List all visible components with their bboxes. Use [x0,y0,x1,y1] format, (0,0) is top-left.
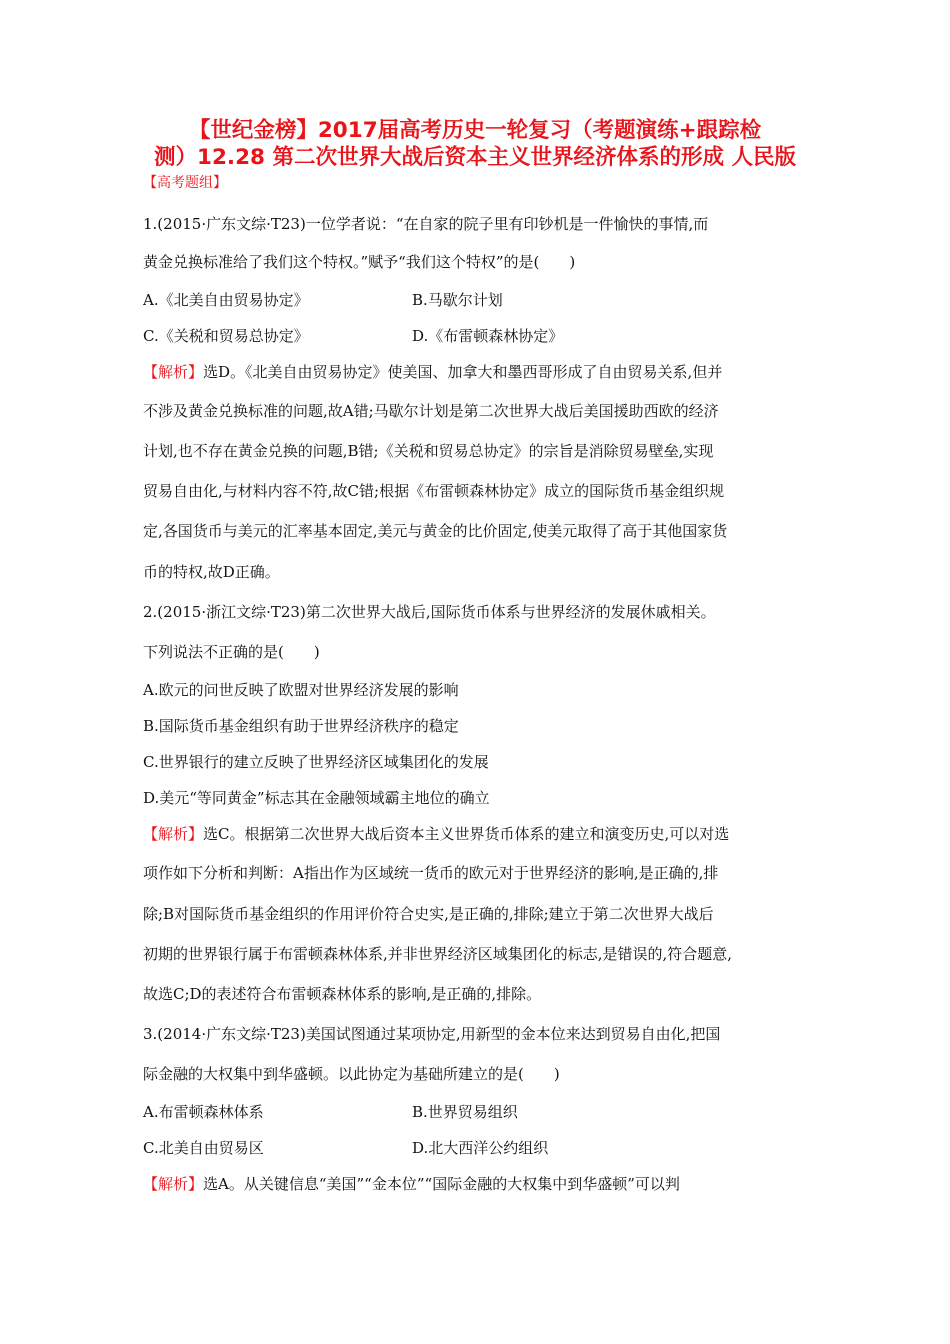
q3-option-c: C.北美自由贸易区 [143,1139,264,1157]
q1-option-b: B.马歇尔计划 [412,291,503,309]
document-title-line1: 【世纪金榜】2017届高考历史一轮复习（考题演练+跟踪检 [188,118,762,143]
q1-stem-line1: 1.(2015·广东文综·T23)一位学者说：“在自家的院子里有印钞机是一件愉快的事情,而 [143,215,709,233]
q3-option-a: A.布雷顿森林体系 [143,1103,264,1121]
q2-explanation-line3: 除;B对国际货币基金组织的作用评价符合史实,是正确的,排除;建立于第二次世界大战后 [143,905,714,923]
q2-explanation-line1 [143,824,729,844]
q3-stem-line1: 3.(2014·广东文综·T23)美国试图通过某项协定,用新型的金本位来达到贸易自由化,把国 [143,1025,721,1043]
q1-option-a: A.《北美自由贸易协定》 [143,291,309,309]
q2-explanation-line2: 项作如下分析和判断：A指出作为区域统一货币的欧元对于世界经济的影响,是正确的,排 [143,864,719,882]
q2-option-c: C.世界银行的建立反映了世界经济区域集团化的发展 [143,753,489,771]
q1-explanation-text: 选D。《北美自由贸易协定》使美国、加拿大和墨西哥形成了自由贸易关系,但并 [203,363,723,381]
q3-option-b: B.世界贸易组织 [412,1103,518,1121]
q1-explanation-line6: 币的特权,故D正确。 [143,563,280,581]
q1-option-c: C.《关税和贸易总协定》 [143,327,309,345]
q2-option-b: B.国际货币基金组织有助于世界经济秩序的稳定 [143,717,459,735]
q1-explanation-line2: 不涉及黄金兑换标准的问题,故A错;马歇尔计划是第二次世界大战后美国援助西欧的经济 [143,402,719,420]
q2-explanation-line5: 故选C;D的表述符合布雷顿森林体系的影响,是正确的,排除。 [143,985,542,1003]
q1-explanation-line1 [143,362,722,382]
section-heading: 【高考题组】 [143,175,227,191]
q2-option-a: A.欧元的问世反映了欧盟对世界经济发展的影响 [143,681,459,699]
q2-explanation-line4: 初期的世界银行属于布雷顿森林体系,并非世界经济区域集团化的标志,是错误的,符合题意, [143,945,733,963]
q2-explanation-text: 选C。根据第二次世界大战后资本主义世界货币体系的建立和演变历史,可以对选 [203,825,730,843]
q1-explanation-line3: 计划,也不存在黄金兑换的问题,B错;《关税和贸易总协定》的宗旨是消除贸易壁垒,实现 [143,442,714,460]
q2-stem-line2: 下列说法不正确的是( ) [143,643,320,661]
q3-explanation-text: 选A。从关键信息“美国”“金本位”“国际金融的大权集中到华盛顿”可以判 [203,1175,680,1193]
document-title-line2: 测）12.28 第二次世界大战后资本主义世界经济体系的形成 人民版 [154,145,796,170]
q3-option-d: D.北大西洋公约组织 [412,1139,549,1157]
q2-option-d: D.美元“等同黄金”标志其在金融领域霸主地位的确立 [143,789,490,807]
q1-explanation-line5: 定,各国货币与美元的汇率基本固定,美元与黄金的比价固定,使美元取得了高于其他国家货 [143,522,728,540]
analysis-tag: 【解析】 [143,825,204,843]
q1-option-d: D.《布雷顿森林协定》 [412,327,564,345]
q1-explanation-line4: 贸易自由化,与材料内容不符,故C错;根据《布雷顿森林协定》成立的国际货币基金组织规 [143,482,725,500]
analysis-tag: 【解析】 [143,1175,204,1193]
q2-stem-line1: 2.(2015·浙江文综·T23)第二次世界大战后,国际货币体系与世界经济的发展休戚相关。 [143,603,716,621]
q3-stem-line2: 际金融的大权集中到华盛顿。以此协定为基础所建立的是( ) [143,1065,560,1083]
q1-stem-line2: 黄金兑换标准给了我们这个特权。”赋予“我们这个特权”的是( ) [143,253,576,271]
q3-explanation-line1 [143,1174,680,1194]
analysis-tag: 【解析】 [143,363,204,381]
